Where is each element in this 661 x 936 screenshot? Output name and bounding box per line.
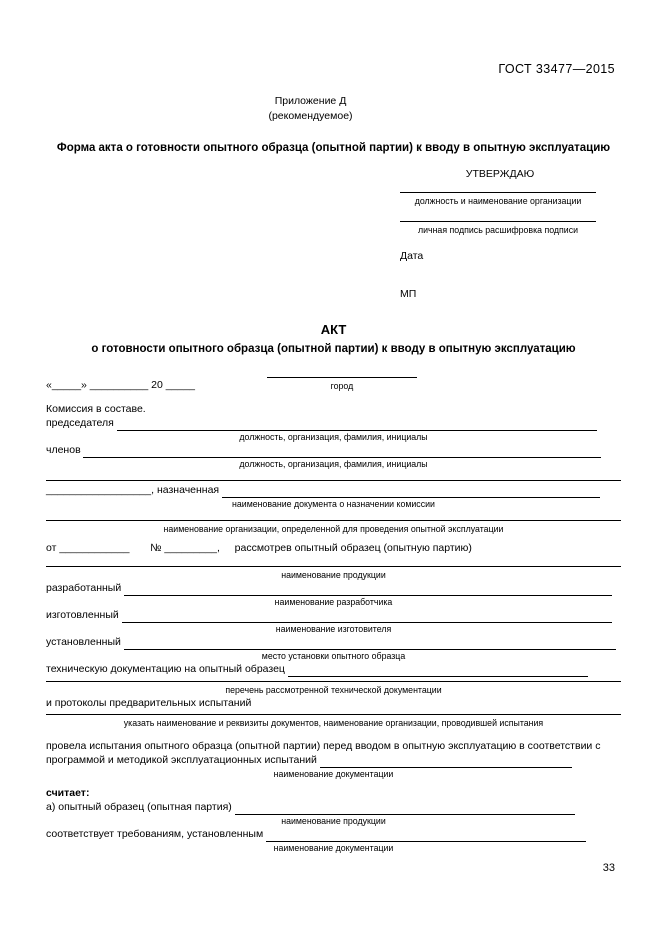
installed-rule bbox=[124, 638, 616, 650]
chairman-caption: должность, организация, фамилия, инициалы bbox=[239, 432, 428, 442]
developed-rule bbox=[124, 584, 612, 596]
protocols-label: и протоколы предварительных испытаний bbox=[46, 697, 252, 709]
developed-label: разработанный bbox=[46, 582, 122, 594]
installed-label: установленный bbox=[46, 636, 121, 648]
program-rule bbox=[320, 756, 572, 768]
developer-caption: наименование разработчика bbox=[274, 597, 393, 607]
install-place-caption: место установки опытного образца bbox=[261, 651, 406, 661]
act-body bbox=[46, 366, 621, 854]
appointed-label: __________________, назначенная bbox=[46, 484, 220, 496]
approval-word: УТВЕРЖДАЮ bbox=[465, 168, 535, 180]
appendix-note: (рекомендуемое) bbox=[268, 110, 353, 122]
act-title: АКТ bbox=[320, 322, 347, 337]
product-name-caption: наименование продукции bbox=[281, 570, 386, 580]
approval-position-caption: должность и наименование организации bbox=[414, 196, 582, 206]
program-row bbox=[46, 753, 621, 768]
city-field bbox=[267, 366, 417, 392]
conducted-label: провела испытания опытного образца (опытной партии) перед вводом в опытную эксплуатацию в соответствии с bbox=[46, 740, 601, 752]
appointment-doc-caption: наименование документа о назначении комиссии bbox=[232, 499, 435, 509]
docs-requisites-caption: указать наименование и реквизиты документов, наименование организации, проводившей испытания bbox=[123, 718, 544, 728]
chairman-rule bbox=[117, 419, 597, 431]
members-rule bbox=[83, 446, 601, 458]
protocols-rule bbox=[46, 714, 621, 715]
appendix-heading bbox=[0, 94, 661, 124]
manufactured-row bbox=[46, 608, 621, 623]
approval-date-label: Дата bbox=[400, 250, 424, 262]
item-a-label: а) опытный образец (опытная партия) bbox=[46, 801, 232, 813]
city-caption: город bbox=[330, 381, 354, 391]
reviewed-label: рассмотрев опытный образец (опытную партию) bbox=[234, 542, 472, 554]
act-title-block bbox=[46, 322, 621, 355]
conforms-row bbox=[46, 827, 621, 842]
appointed-rule bbox=[222, 486, 600, 498]
chairman-row bbox=[46, 416, 621, 431]
act-date: «_____» __________ 20 _____ bbox=[46, 379, 195, 391]
date-city-row bbox=[46, 366, 621, 392]
chairman-label: председателя bbox=[46, 417, 114, 429]
city-rule bbox=[267, 366, 417, 378]
tech-doc-rule-2 bbox=[46, 681, 621, 682]
approval-block bbox=[400, 168, 600, 300]
appendix-label: Приложение Д bbox=[274, 95, 347, 107]
manufacturer-caption: наименование изготовителя bbox=[275, 624, 392, 634]
members-caption: должность, организация, фамилия, инициалы bbox=[239, 459, 428, 469]
members-label: членов bbox=[46, 444, 81, 456]
conforms-label: соответствует требованиям, установленным bbox=[46, 828, 264, 840]
org-rule bbox=[46, 520, 621, 521]
from-number-row bbox=[46, 541, 621, 556]
form-title: Форма акта о готовности опытного образца (опытной партии) к вводу в опытную эксплуатацию bbox=[56, 142, 611, 154]
manufactured-rule bbox=[122, 611, 612, 623]
developed-row bbox=[46, 581, 621, 596]
documentation-name-caption-2: наименование документации bbox=[273, 843, 394, 853]
tech-doc-row bbox=[46, 662, 621, 677]
item-a-row bbox=[46, 800, 621, 815]
item-a-rule bbox=[235, 803, 575, 815]
standard-header: ГОСТ 33477—2015 bbox=[498, 62, 615, 76]
org-for-trial-caption: наименование организации, определенной для проведения опытной эксплуатации bbox=[163, 524, 504, 534]
appointed-row bbox=[46, 483, 621, 498]
act-subtitle: о готовности опытного образца (опытной партии) к вводу в опытную эксплуатацию bbox=[91, 343, 576, 355]
conforms-rule bbox=[266, 830, 586, 842]
approval-stamp-label: МП bbox=[400, 288, 417, 300]
product-name-caption-2: наименование продукции bbox=[281, 816, 386, 826]
tech-doc-list-caption: перечень рассмотренной технической документации bbox=[225, 685, 442, 695]
number-label: № _________, bbox=[150, 542, 220, 554]
page-number: 33 bbox=[602, 862, 615, 874]
documentation-name-caption: наименование документации bbox=[273, 769, 394, 779]
manufactured-label: изготовленный bbox=[46, 609, 119, 621]
program-label: программой и методикой эксплуатационных испытаний bbox=[46, 754, 317, 766]
commission-line: Комиссия в составе. bbox=[46, 403, 146, 415]
members-rule-2 bbox=[46, 480, 621, 481]
product-rule bbox=[46, 566, 621, 567]
installed-row bbox=[46, 635, 621, 650]
approval-position-rule bbox=[400, 192, 596, 193]
considers-label: считает: bbox=[46, 787, 90, 799]
tech-doc-rule bbox=[288, 665, 588, 677]
members-row bbox=[46, 443, 621, 458]
from-label: от ____________ bbox=[46, 542, 130, 554]
tech-doc-label: техническую документацию на опытный образец bbox=[46, 663, 285, 675]
approval-signature-caption: личная подпись расшифровка подписи bbox=[417, 225, 579, 235]
approval-signature-rule bbox=[400, 221, 596, 222]
